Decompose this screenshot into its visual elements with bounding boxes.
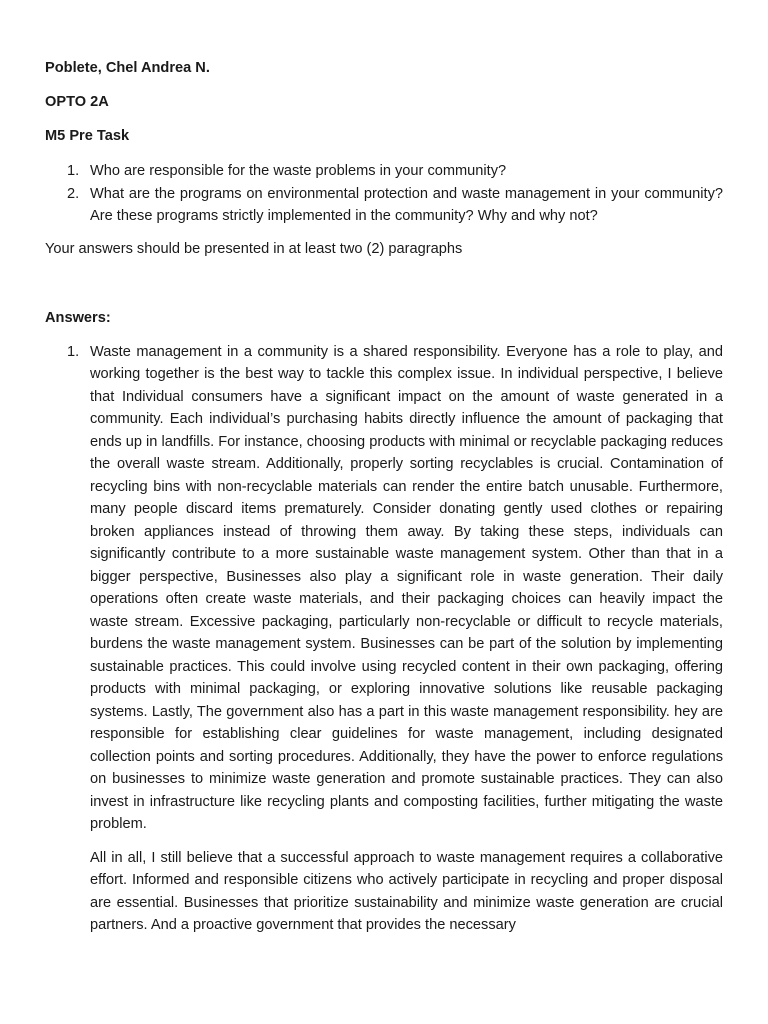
class-section: OPTO 2A [45,94,109,110]
instruction-text: Your answers should be presented in at least two (2) paragraphs [45,241,463,257]
answer-item [45,341,723,937]
answer-number: 1. [67,344,80,360]
answer-paragraph: All in all, I still believe that a successful approach to waste management requires a collaborative effort. Informed and responsible citizens who actively participate in recycling and proper disposal are essential. Businesses that prioritize sustainability and minimize waste generation are crucial partners. And a proactive government that provides the necessary [90,849,723,934]
question-text: What are the programs on environmental protection and waste management in your community? Are these programs strictly implemented in the community? Why and why not? [90,185,723,224]
question-number: 2. [67,185,80,202]
answers-heading: Answers: [45,310,111,326]
question-item [45,183,723,228]
author-name: Poblete, Chel Andrea N. [45,60,210,76]
task-title: M5 Pre Task [45,128,130,144]
answer-list [45,341,723,937]
answer-paragraph: Waste management in a community is a shared responsibility. Everyone has a role to play, and working together is the best way to tackle this complex issue. In individual perspective, I believe that Individual consumers have a significant impact on the amount of waste generated in a community. Each individual’s purchasing habits directly influence the amount of packaging that ends up in landfills. For instance, choosing products with minimal or recyclable packaging reduces the overall waste stream. Additionally, properly sorting recyclables is crucial. Contamination of recycling bins with non-recyclable materials can render the entire batch unusable. Furthermore, many people discard items prematurely. Consider donating gently used clothes or repairing broken appliances instead of throwing them away. By taking these steps, individuals can significantly contribute to a more sustainable waste management system. Other than that in a bigger perspective, Businesses also play a significant role in waste generation. Their daily operations often create waste materials, and their packaging choices can heavily impact the waste stream. Excessive packaging, particularly non-recyclable or difficult to recycle materials, burdens the waste management system. Businesses can be part of the solution by implementing sustainable practices. This could involve using recycled content in their own packaging, offering products with minimal packaging, or exploring innovative solutions like reusable packaging systems. Lastly, The government also has a part in this waste management responsibility. hey are responsible for establishing clear guidelines for waste management, including designated collection points and sorting procedures. Additionally, they have the power to enforce regulations on businesses to minimize waste generation and promote sustainable practices. They can also invest in infrastructure like recycling plants and composting facilities, further mitigating the waste problem. [90,344,723,833]
question-number: 1. [67,163,80,179]
question-item [45,160,723,183]
question-list [45,160,723,228]
question-text: Who are responsible for the waste problems in your community? [90,163,507,179]
